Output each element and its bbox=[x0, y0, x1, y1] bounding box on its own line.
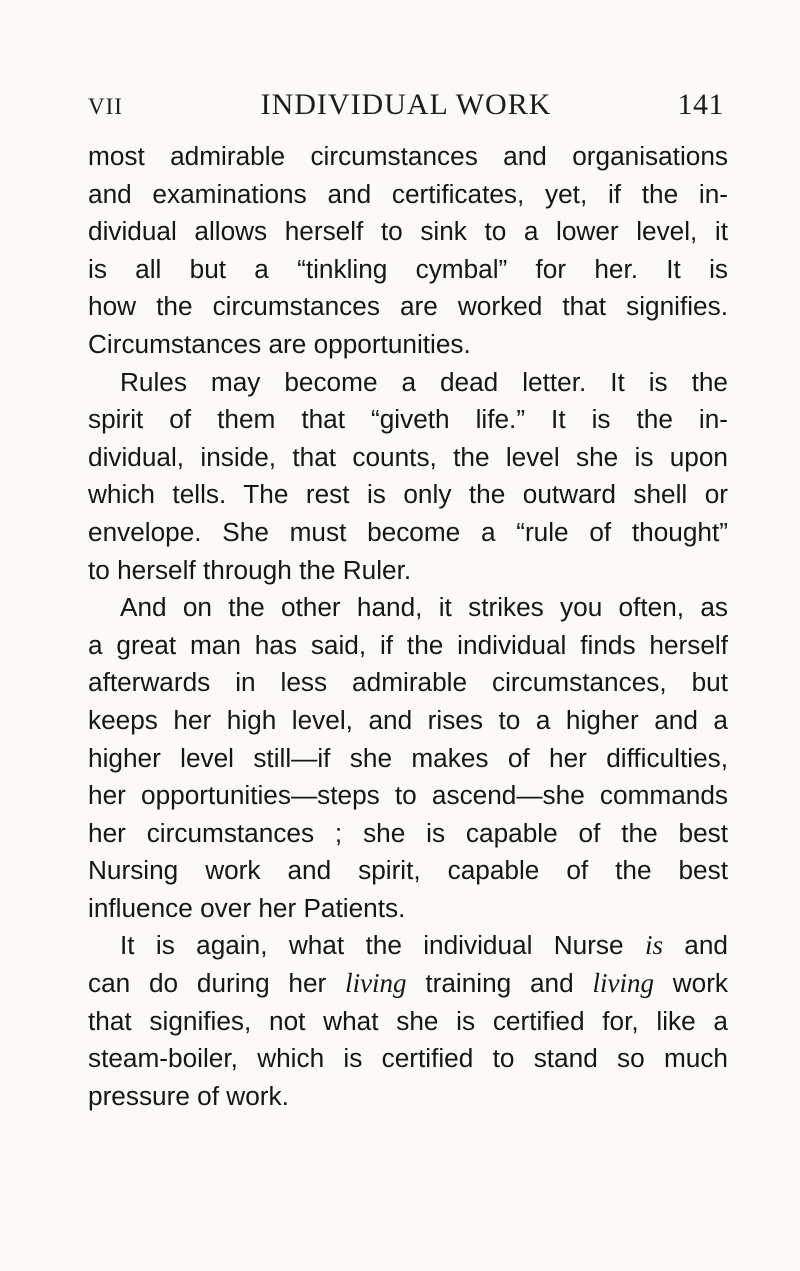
text-line: afterwards in less admirable circumstances, but bbox=[88, 667, 728, 698]
text-line: And on the other hand, it strikes you often, as bbox=[120, 592, 728, 623]
italic-word: living bbox=[592, 968, 654, 999]
text-line: that signifies, not what she is certified for, like a bbox=[88, 1005, 728, 1036]
text-line: most admirable circumstances and organisations bbox=[88, 141, 728, 171]
text-line: a great man has said, if the individual finds herself bbox=[88, 629, 728, 660]
text-line: envelope. She must become a “rule of thought” bbox=[88, 516, 728, 547]
text-line: is all but a “tinkling cymbal” for her. It is bbox=[88, 253, 728, 284]
italic-word: living bbox=[345, 968, 407, 999]
chapter-number: VII bbox=[88, 94, 123, 119]
text-line: which tells. The rest is only the outward shell or bbox=[88, 479, 728, 510]
text-segment: and bbox=[684, 930, 728, 961]
text-line: Rules may become a dead letter. It is the bbox=[120, 366, 728, 397]
text-line bbox=[88, 927, 728, 965]
text-segment: It is again, what the individual Nurse bbox=[120, 930, 624, 961]
italic-word: is bbox=[644, 930, 663, 961]
text-line: pressure of work. bbox=[88, 1080, 289, 1111]
text-line: Nursing work and spirit, capable of the best bbox=[88, 855, 728, 886]
text-line: steam-boiler, which is certified to stand so much bbox=[88, 1043, 728, 1074]
text-line: keeps her high level, and rises to a higher and a bbox=[88, 704, 728, 735]
text-line: to herself through the Ruler. bbox=[88, 554, 412, 585]
running-title: INDIVIDUAL WORK bbox=[260, 88, 552, 121]
text-segment: work bbox=[672, 968, 728, 999]
page-number: 141 bbox=[677, 88, 724, 121]
text-line: her circumstances ; she is capable of the best bbox=[88, 817, 728, 848]
text-line: influence over her Patients. bbox=[88, 892, 406, 923]
body-text bbox=[88, 138, 728, 1115]
text-line: dividual allows herself to sink to a lower level, it bbox=[88, 216, 728, 247]
text-segment: can do during her bbox=[88, 968, 327, 999]
text-line bbox=[88, 965, 728, 1003]
text-segment: training and bbox=[425, 968, 574, 999]
text-line: higher level still—if she makes of her difficulties, bbox=[88, 742, 728, 773]
text-line: spirit of them that “giveth life.” It is the in- bbox=[88, 404, 728, 435]
text-line: Circumstances are opportunities. bbox=[88, 328, 471, 359]
text-line: dividual, inside, that counts, the level she is upon bbox=[88, 441, 728, 472]
text-line: her opportunities—steps to ascend—she commands bbox=[88, 780, 728, 811]
text-line: and examinations and certificates, yet, if the in- bbox=[88, 178, 728, 209]
text-line: how the circumstances are worked that signifies. bbox=[88, 291, 728, 322]
running-head bbox=[88, 88, 724, 128]
